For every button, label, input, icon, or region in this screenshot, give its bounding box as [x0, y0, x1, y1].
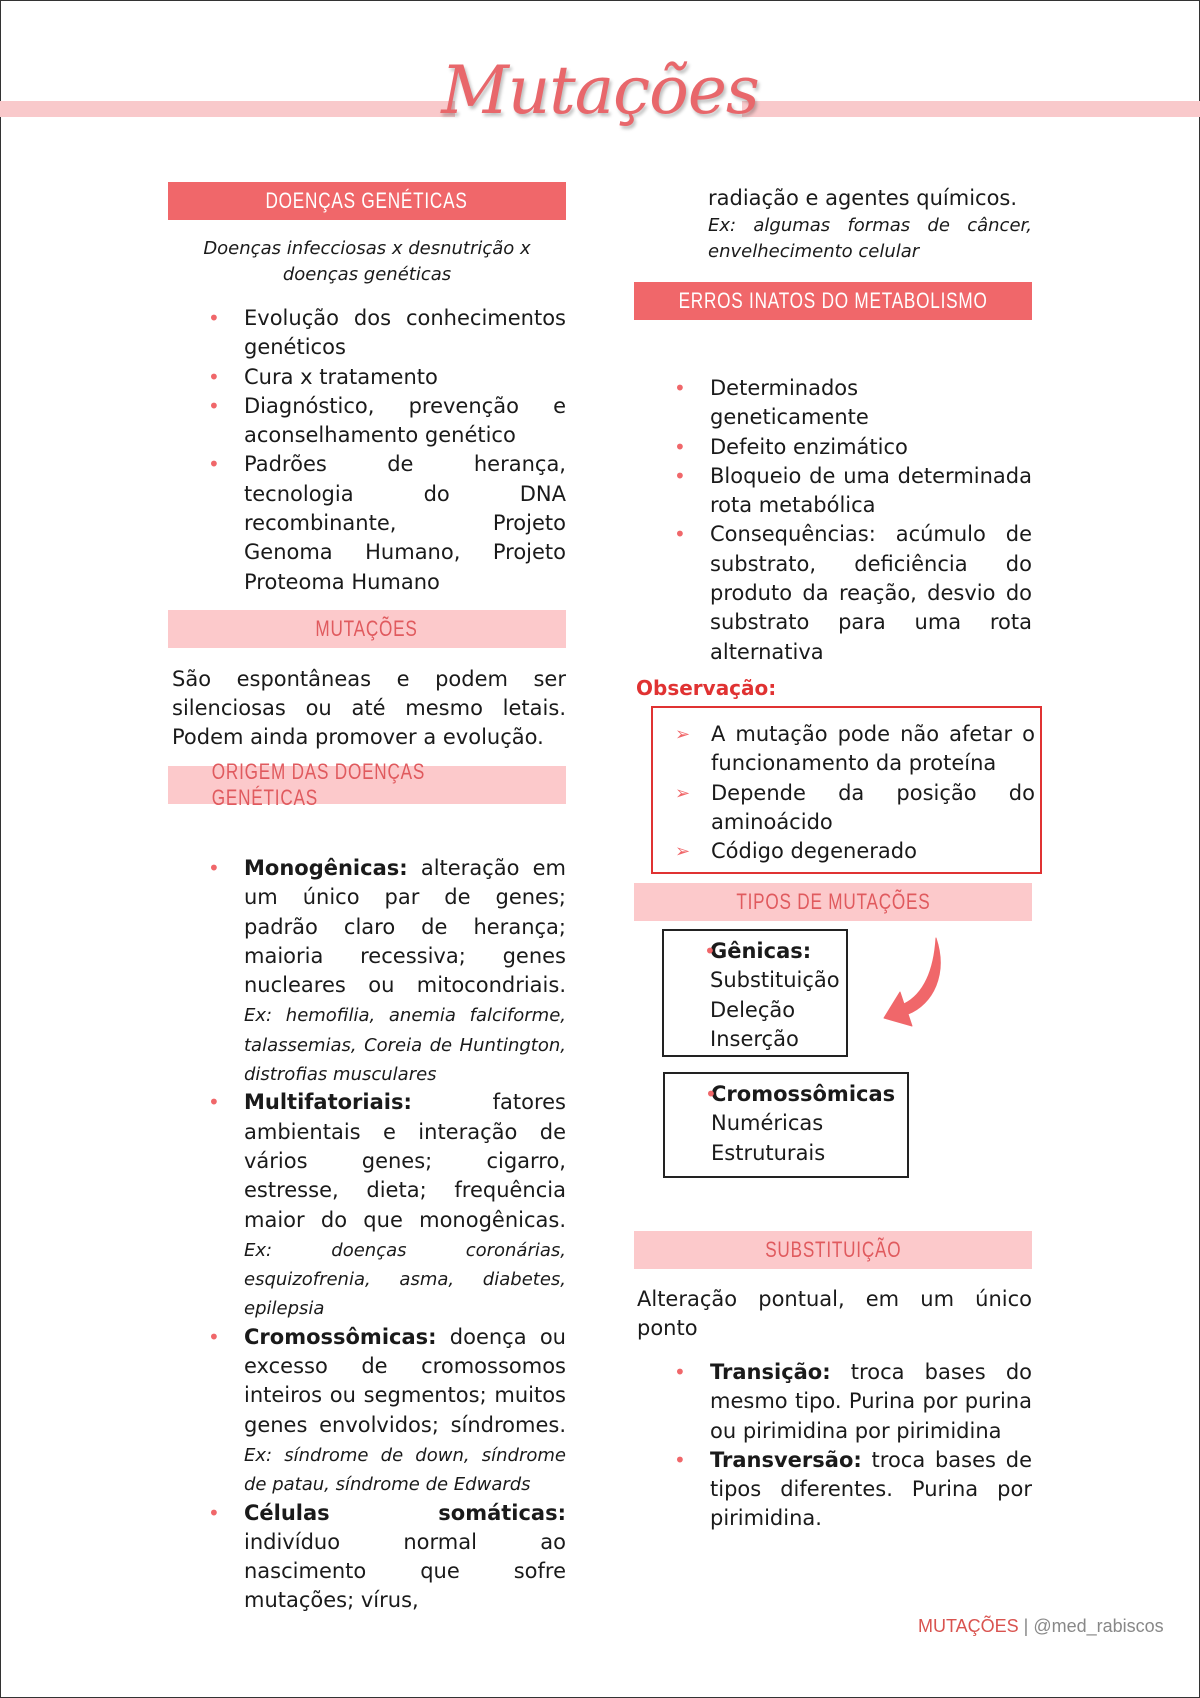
list-item: • Transversão: troca bases de tipos diferentes. Purina por pirimidina.: [634, 1446, 1032, 1534]
list-item: • Defeito enzimático: [634, 433, 1032, 462]
curved-arrow-icon: [878, 934, 948, 1038]
section-header-tipos: TIPOS DE MUTAÇÕES: [634, 883, 1032, 921]
cromossomicas-list: [665, 1080, 907, 1168]
origem-list: [168, 854, 566, 1616]
mutacoes-section: [168, 610, 566, 752]
substituicao-section: [634, 1231, 1032, 1534]
list-item: ➢ A mutação pode não afetar o funcionamento da proteína: [653, 720, 1039, 779]
title-bar-right: [742, 101, 1200, 117]
list-item: • Consequências: acúmulo de substrato, deficiência do produto da reação, desvio do substrato para uma rota alternativa: [634, 520, 1032, 666]
list-item: • Diagnóstico, prevenção e aconselhamento genético: [168, 392, 566, 451]
erros-section: [634, 282, 1032, 667]
title-bar-left: [0, 101, 455, 117]
section-header-erros: ERROS INATOS DO METABOLISMO: [634, 282, 1032, 320]
right-continuation: [634, 184, 1032, 265]
section-header-doencas: DOENÇAS GENÉTICAS: [168, 182, 566, 220]
footer-topic: MUTAÇÕES: [918, 1616, 1019, 1636]
erros-list: [634, 374, 1032, 667]
section-header-origem: ORIGEM DAS DOENÇAS GENÉTICAS: [168, 766, 566, 804]
list-item: • Monogênicas: alteração em um único par de genes; padrão claro de herança; maioria recessiva; genes nucleares ou mitocondriais. Ex: hemofilia, anemia falciforme, talassemias, Coreia de Huntington, distrofias musculares: [168, 854, 566, 1088]
cromossomicas-box: [663, 1072, 909, 1178]
observacao-list: [653, 720, 1039, 866]
left-column: [168, 182, 566, 597]
list-item: • Padrões de herança, tecnologia do DNA recombinante, Projeto Genoma Humano, Projeto Proteoma Humano: [168, 450, 566, 596]
genicas-box: [662, 929, 848, 1057]
list-item: • Bloqueio de uma determinada rota metabólica: [634, 462, 1032, 521]
origem-section: [168, 759, 566, 1616]
doencas-subtitle: Doenças infecciosas x desnutrição x doenças genéticas: [203, 238, 531, 285]
genicas-list: [664, 937, 846, 1054]
list-item: • Células somáticas: indivíduo normal ao nascimento que sofre mutações; vírus,: [168, 1499, 566, 1616]
page-title: Mutações: [441, 52, 759, 129]
list-item: ➢ Código degenerado: [653, 837, 1039, 866]
observacao-label: Observação:: [636, 676, 777, 700]
section-header-mutacoes: MUTAÇÕES: [168, 610, 566, 648]
substituicao-list: [634, 1358, 1032, 1534]
list-item: • Gênicas: Substituição Deleção Inserção: [664, 937, 846, 1054]
mutacoes-text: São espontâneas e podem ser silenciosas ou até mesmo letais. Podem ainda promover a evolução.: [172, 667, 566, 749]
continuation-text: radiação e agentes químicos.: [708, 186, 1018, 210]
substituicao-text: Alteração pontual, em um único ponto: [637, 1287, 1032, 1340]
continuation-example: Ex: algumas formas de câncer, envelhecimento celular: [708, 215, 1032, 262]
list-item: • Transição: troca bases do mesmo tipo. Purina por purina ou pirimidina por pirimidina: [634, 1358, 1032, 1446]
observacao-box: [651, 706, 1042, 874]
list-item: • Cromossômicas: doença ou excesso de cromossomos inteiros ou segmentos; muitos genes envolvidos; síndromes. Ex: síndrome de down, síndrome de patau, síndrome de Edwards: [168, 1323, 566, 1499]
list-item: • Determinados geneticamente: [634, 374, 1032, 433]
list-item: • Multifatoriais: fatores ambientais e interação de vários genes; cigarro, estresse, dieta; frequência maior do que monogênicas. Ex: doenças coronárias, esquizofrenia, asma, diabetes, epilepsia: [168, 1088, 566, 1322]
section-header-substituicao: SUBSTITUIÇÃO: [634, 1231, 1032, 1269]
list-item: • Cromossômicas Numéricas Estruturais: [665, 1080, 907, 1168]
list-item: • Cura x tratamento: [168, 363, 566, 392]
footer: [918, 1616, 1164, 1637]
footer-separator: |: [1018, 1616, 1034, 1636]
footer-handle: @med_rabiscos: [1033, 1616, 1164, 1636]
tipos-section: [634, 883, 1032, 921]
doencas-list: [168, 304, 566, 597]
list-item: ➢ Depende da posição do aminoácido: [653, 779, 1039, 838]
list-item: • Evolução dos conhecimentos genéticos: [168, 304, 566, 363]
